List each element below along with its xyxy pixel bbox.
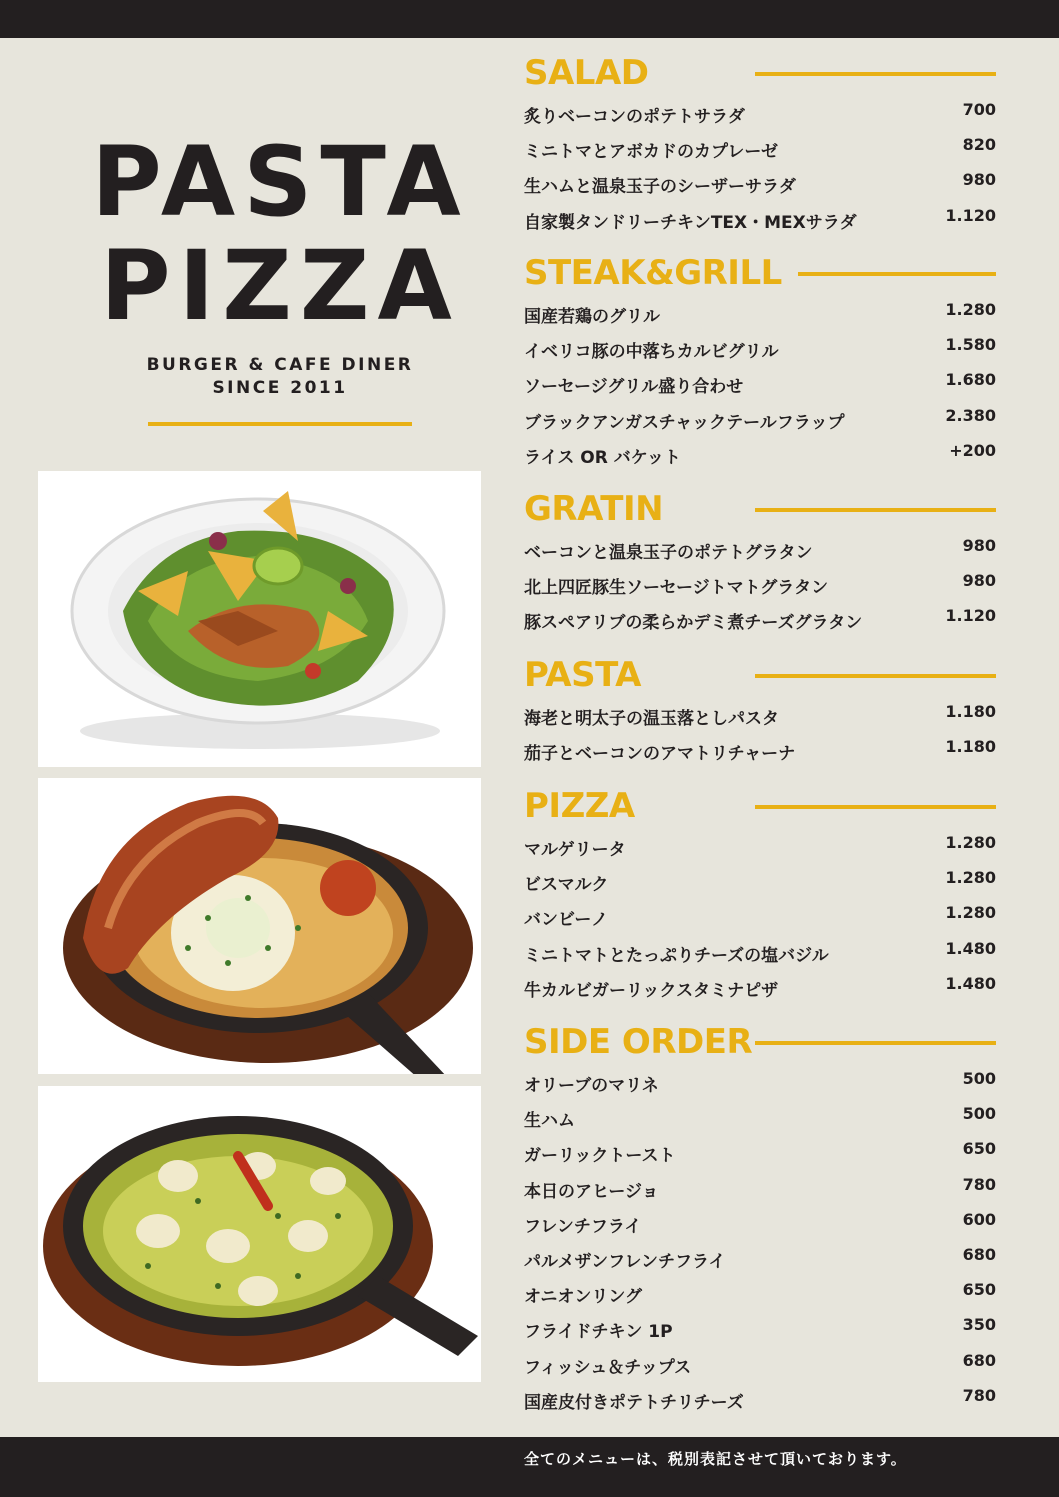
menu-item	[524, 734, 996, 769]
item-name: ガーリックトースト	[524, 1146, 676, 1167]
item-name: パルメザンフレンチフライ	[524, 1251, 726, 1272]
item-price: +200	[949, 440, 996, 460]
item-name: 炙りベーコンのポテトサラダ	[524, 107, 745, 127]
item-name: 国産若鶏のグリル	[524, 307, 660, 327]
item-name: 生ハムと温泉玉子のシーザーサラダ	[524, 177, 796, 198]
item-name: イベリコ豚の中落ちカルビグリル	[524, 342, 779, 363]
menu-item	[524, 97, 996, 132]
section-title: SIDE ORDER	[524, 1022, 753, 1062]
item-price: 1.120	[945, 205, 996, 225]
menu-item	[524, 438, 996, 473]
item-price: 780	[962, 1174, 996, 1194]
item-name: ベーコンと温泉玉子のポテトグラタン	[524, 543, 813, 563]
section-divider	[755, 72, 996, 76]
item-name: 国産皮付きポテトチリチーズ	[524, 1392, 744, 1413]
item-price: 820	[962, 135, 996, 155]
menu-item	[524, 167, 996, 202]
item-name: フライドチキン 1P	[524, 1322, 673, 1343]
menu-item	[524, 367, 996, 402]
item-price: 500	[962, 1069, 996, 1088]
item-name: オニオンリング	[524, 1287, 642, 1308]
section-gratin	[524, 489, 996, 639]
salad-photo	[38, 471, 481, 767]
item-price: 780	[962, 1385, 996, 1405]
item-price: 680	[962, 1350, 996, 1370]
section-title: SALAD	[524, 53, 649, 93]
hero-subtitle-line2: SINCE 2011	[212, 378, 348, 398]
hero-title	[40, 126, 520, 342]
item-name: フィッシュ＆チップス	[524, 1357, 692, 1378]
menu-item	[524, 1348, 996, 1383]
menu-item	[524, 203, 996, 238]
item-price: 1.280	[945, 833, 996, 852]
item-price: 2.380	[945, 405, 996, 425]
item-name: 牛カルビガーリックスタミナピザ	[524, 980, 779, 1001]
hero-divider	[148, 422, 412, 426]
item-price: 980	[962, 170, 996, 190]
menu-item	[524, 699, 996, 734]
section-salad	[524, 53, 996, 238]
section-pizza	[524, 786, 996, 1006]
footer-tax-note: 全てのメニューは、税別表記させて頂いております。	[524, 1450, 907, 1468]
item-name: 海老と明太子の温玉落としパスタ	[524, 709, 779, 729]
hero-title-line1: PASTA	[91, 126, 469, 238]
menu-item	[524, 1242, 996, 1277]
ajillo-photo	[38, 1086, 481, 1382]
menu-item	[524, 971, 996, 1006]
sausage-gratin-photo	[38, 778, 481, 1074]
menu-item	[524, 1312, 996, 1347]
menu-item	[524, 568, 996, 603]
menu-item	[524, 936, 996, 971]
menu-list	[524, 0, 996, 1437]
menu-item	[524, 603, 996, 638]
item-price: 980	[962, 571, 996, 591]
menu-item	[524, 1101, 996, 1136]
menu-item	[524, 1066, 996, 1101]
item-price: 1.180	[945, 702, 996, 721]
section-side-order	[524, 1022, 996, 1418]
item-name: ライス OR バケット	[524, 447, 681, 468]
item-price: 1.480	[945, 973, 996, 993]
section-title: PIZZA	[524, 786, 635, 826]
item-price: 680	[962, 1244, 996, 1264]
section-divider	[755, 1041, 996, 1045]
item-name: 自家製タンドリーチキンTEX・MEXサラダ	[524, 212, 857, 233]
item-name: ミニトマとアボカドのカプレーゼ	[524, 142, 778, 163]
section-divider	[755, 674, 996, 678]
section-steak-grill	[524, 253, 996, 473]
item-price: 1.480	[945, 938, 996, 958]
item-price: 1.280	[945, 300, 996, 319]
hero-subtitle	[40, 354, 520, 400]
item-price: 700	[962, 100, 996, 119]
item-name: 生ハム	[524, 1111, 575, 1132]
item-price: 1.280	[945, 903, 996, 923]
section-title: PASTA	[524, 655, 641, 695]
item-price: 980	[962, 536, 996, 555]
menu-item	[524, 1207, 996, 1242]
menu-item	[524, 900, 996, 935]
section-divider	[755, 805, 996, 809]
menu-item	[524, 830, 996, 865]
item-name: 茄子とベーコンのアマトリチャーナ	[524, 744, 796, 765]
menu-item	[524, 297, 996, 332]
item-name: マルゲリータ	[524, 840, 626, 860]
section-title: GRATIN	[524, 489, 664, 529]
item-name: 豚スペアリブの柔らかデミ煮チーズグラタン	[524, 613, 863, 634]
menu-item	[524, 332, 996, 367]
item-price: 1.280	[945, 868, 996, 888]
hero-title-line2: PIZZA	[100, 230, 460, 342]
item-price: 600	[962, 1209, 996, 1229]
hero-subtitle-line1: BURGER & CAFE DINER	[146, 355, 414, 375]
menu-item	[524, 1136, 996, 1171]
item-price: 1.180	[945, 737, 996, 757]
item-price: 350	[962, 1315, 996, 1335]
item-price: 650	[962, 1280, 996, 1300]
item-name: バンビーノ	[524, 910, 608, 931]
item-name: ミニトマトとたっぷりチーズの塩バジル	[524, 945, 829, 966]
item-price: 650	[962, 1139, 996, 1159]
item-name: ブラックアンガスチャックテールフラップ	[524, 412, 845, 433]
section-title: STEAK&GRILL	[524, 253, 782, 293]
section-pasta	[524, 655, 996, 769]
item-name: フレンチフライ	[524, 1216, 642, 1237]
menu-item	[524, 533, 996, 568]
section-divider	[755, 508, 996, 512]
item-name: 本日のアヒージョ	[524, 1181, 659, 1202]
section-divider	[798, 272, 996, 276]
item-price: 1.680	[945, 370, 996, 390]
menu-item	[524, 1277, 996, 1312]
item-name: 北上四匠豚生ソーセージトマトグラタン	[524, 578, 829, 599]
menu-item	[524, 865, 996, 900]
item-price: 500	[962, 1104, 996, 1124]
item-name: ビスマルク	[524, 875, 609, 896]
item-name: オリーブのマリネ	[524, 1076, 659, 1096]
menu-item	[524, 403, 996, 438]
menu-item	[524, 132, 996, 167]
item-price: 1.580	[945, 335, 996, 355]
menu-item	[524, 1172, 996, 1207]
item-name: ソーセージグリル盛り合わせ	[524, 377, 744, 398]
item-price: 1.120	[945, 606, 996, 626]
menu-item	[524, 1383, 996, 1418]
